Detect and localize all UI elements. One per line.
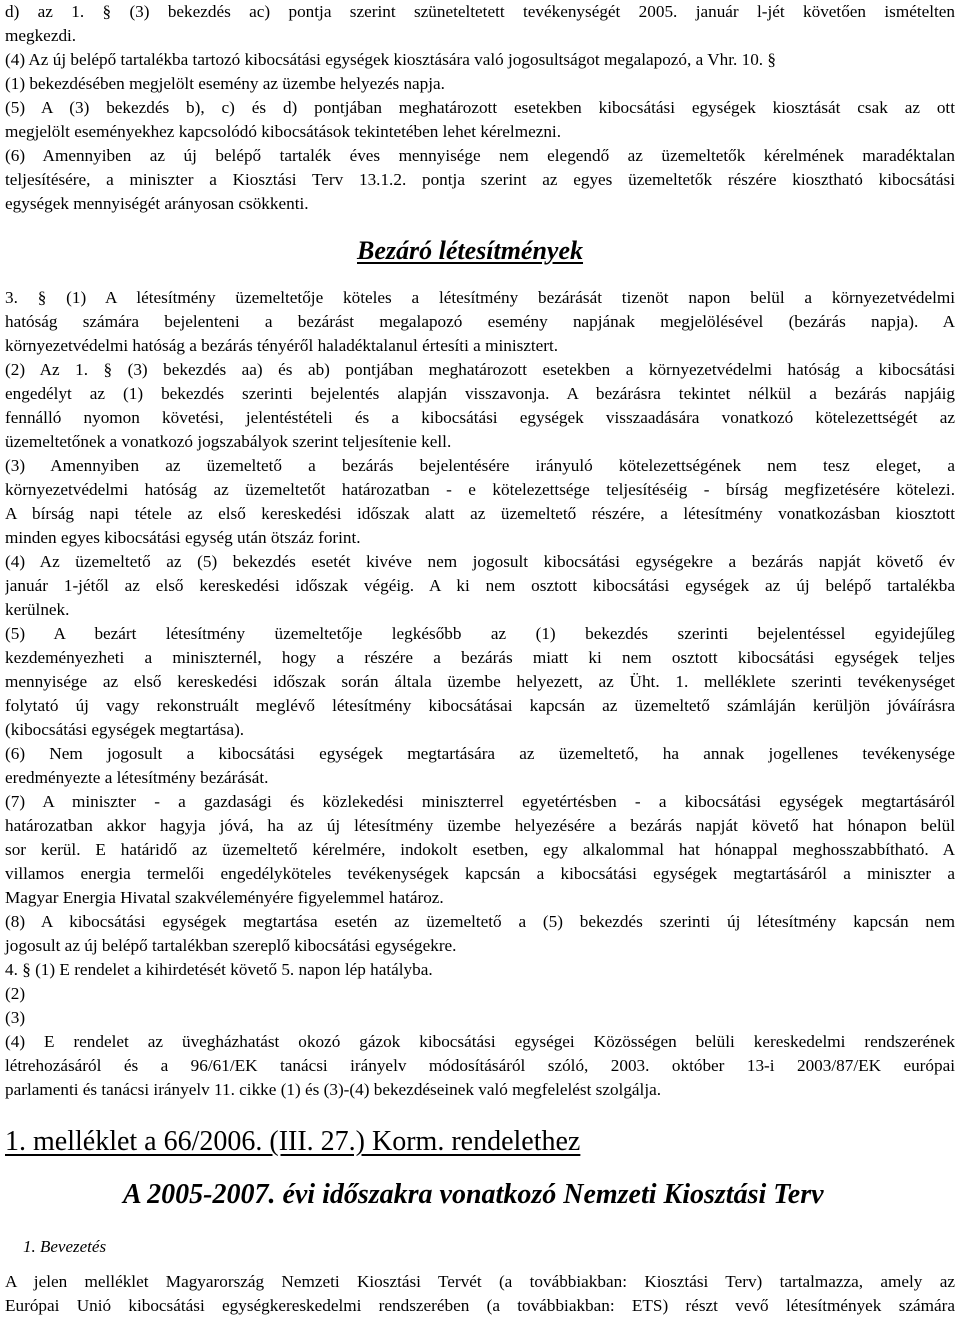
- decree-paragraphs-3-4-section: [5, 286, 955, 1102]
- intro-paragraph: [5, 1270, 955, 1318]
- text-line: (1) bekezdésében megjelölt esemény az üzembe helyezés napja.: [5, 74, 445, 93]
- text-line: (5) A bezárt létesítmény üzemeltetője legkésőbb az (1) bekezdés szerinti bejelentéssel egyidejűleg: [5, 624, 955, 643]
- text-line: környezetvédelmi hatóság az üzemeltetőt határozatban - e kötelezettsége teljesítéséig - bírság megfizetésére kötelezi.: [5, 480, 955, 499]
- text-line: A jelen melléklet Magyarország Nemzeti Kiosztási Tervét (a továbbiakban: Kiosztási Terv) tartalmazza, amely az: [5, 1272, 955, 1291]
- text-line: 3. § (1) A létesítmény üzemeltetője köteles a létesítmény bezárását tizenöt napon belül a környezetvédelmi: [5, 288, 955, 307]
- text-line: kerülnek.: [5, 600, 70, 619]
- plan-title: A 2005-2007. évi időszakra vonatkozó Nemzeti Kiosztási Terv: [123, 1179, 824, 1210]
- text-line: (4) E rendelet az üvegházhatást okozó gázok kibocsátási egységei Közösségen belüli kereskedelmi rendszerének: [5, 1032, 955, 1051]
- text-line: (4) Az üzemeltető az (5) bekezdés esetét kivéve nem jogosult kibocsátási egységekre a bezárás napját követő év: [5, 552, 955, 571]
- text-line: (3): [5, 1008, 26, 1027]
- text-line: minden egyes kibocsátási egység után ötszáz forint.: [5, 528, 361, 547]
- text-line: jogosult az új belépő tartalékban szereplő kibocsátási egységekre.: [5, 936, 457, 955]
- text-line: (7) A miniszter - a gazdasági és közlekedési miniszterrel egyetértésben - a kibocsátási egységek megtartásáról: [5, 792, 955, 811]
- text-line: létrehozásáról és a 96/61/EK tanácsi irányelv módosításáról szóló, 2003. október 13-i 2003/87/EK európai: [5, 1056, 955, 1075]
- text-line: Európai Unió kibocsátási egységkereskedelmi rendszerében (a továbbiakban: ETS) részt vevő létesítmények számára: [5, 1296, 955, 1315]
- text-line: egységek mennyiségét arányosan csökkenti.: [5, 194, 309, 213]
- text-line: folytató új vagy rekonstruált meglévő létesítmény kibocsátásai kapcsán az üzemeltető számláján kerüljön jóváírásra: [5, 696, 955, 715]
- text-line: parlamenti és tanácsi irányelv 11. cikke (1) és (3)-(4) bekezdéseinek való megfelelést szolgálja.: [5, 1080, 662, 1099]
- text-line: (2) Az 1. § (3) bekezdés aa) és ab) pontjában meghatározott esetekben a környezetvédelmi hatóság a kibocsátási: [5, 360, 955, 379]
- text-line: hatóság számára bejelenteni a bezárást megalapozó esemény napjának megjelölésével (bezárás napja). A: [5, 312, 955, 331]
- decree-paragraphs-2-section: [5, 0, 955, 216]
- text-line: villamos energia termelői engedélyköteles tevékenységek kapcsán a kibocsátási egységek megtartásáról a miniszter a: [5, 864, 955, 883]
- text-line: eredményezte a létesítmény bezárását.: [5, 768, 269, 787]
- text-line: Magyar Energia Hivatal szakvéleményére figyelemmel határoz.: [5, 888, 444, 907]
- text-line: (3) Amennyiben az üzemeltető a bezárás bejelentésére irányuló kötelezettségének nem tesz eleget, a: [5, 456, 955, 475]
- annex-title: 1. melléklet a 66/2006. (III. 27.) Korm. rendelethez: [5, 1126, 581, 1157]
- text-line: mennyisége az első kereskedési időszak során általa üzembe helyezett, az Üht. 1. melléklete szerinti tevékenységet: [5, 672, 955, 691]
- text-line: (8) A kibocsátási egységek megtartása esetén az üzemeltető a (5) bekezdés szerinti új létesítmény kapcsán nem: [5, 912, 955, 931]
- text-line: (6) Amennyiben az új belépő tartalék éves mennyisége nem elegendő az üzemeltetők kérelmének maradéktalan: [5, 146, 955, 165]
- text-line: d) az 1. § (3) bekezdés ac) pontja szerint szüneteltetett tevékenységét 2005. január l-jét követően ismételten: [5, 2, 955, 21]
- spacer: [5, 1102, 955, 1114]
- text-line: (2): [5, 984, 26, 1003]
- text-line: (5) A (3) bekezdés b), c) és d) pontjában meghatározott esetekben kibocsátási egységek kiosztását csak az ott: [5, 98, 955, 117]
- text-line: (4) Az új belépő tartalékba tartozó kibocsátási egységek kiosztására való jogosultságot megalapozó, a Vhr. 10. §: [5, 50, 776, 69]
- text-line: (6) Nem jogosult a kibocsátási egységek megtartására az üzemeltető, ha annak jogellenes tevékenysége: [5, 744, 955, 763]
- text-line: 4. § (1) E rendelet a kihirdetését követő 5. napon lép hatályba.: [5, 960, 433, 979]
- text-line: megjelölt eseményekhez kapcsolódó kibocsátások tekintetében lehet kérelmezni.: [5, 122, 562, 141]
- text-line: teljesítésére, a miniszter a Kiosztási Terv 13.1.2. pontja szerint az egyes üzemeltetők részére kiosztható kibocsátási: [5, 170, 955, 189]
- text-line: fennálló nyomon követési, jelentéstételi és a kibocsátási egységek visszaadására vonatkozó kötelezettségét az: [5, 408, 955, 427]
- text-line: sor kerül. E határidő az üzemeltető kérelmére, indokolt esetben, egy alkalommal hat hónappal meghosszabbítható. A: [5, 840, 955, 859]
- text-line: határozatban akkor hagyja jóvá, ha az új létesítmény üzembe helyezésére a bezárás napját követő hat hónapon belül: [5, 816, 955, 835]
- text-line: környezetvédelmi hatóság a bezárás tényéről haladéktalanul értesíti a minisztert.: [5, 336, 559, 355]
- text-line: kezdeményezheti a miniszternél, hogy a részére a bezárás miatt ki nem osztott kibocsátási egységek teljes: [5, 648, 955, 667]
- section-title: Bezáró létesítmények: [357, 236, 584, 265]
- text-line: január 1-jétől az első kereskedési időszak végéig. A ki nem osztott kibocsátási egységek az új belépő tartalékba: [5, 576, 955, 595]
- text-line: üzemeltetőnek a vonatkozó jogszabályok szerint teljesítenie kell.: [5, 432, 452, 451]
- text-line: megkezdi.: [5, 26, 77, 45]
- intro-heading: 1. Bevezetés: [23, 1237, 107, 1256]
- text-line: (kibocsátási egységek megtartása).: [5, 720, 245, 739]
- text-line: A bírság napi tétele az első kereskedési időszak alatt az üzemeltető részére, a létesítmény vonatkozásban kiosztott: [5, 504, 955, 523]
- text-line: engedélyt az (1) bekezdés szerinti bejelentés alapján visszavonja. A bezárásra tekintet nélkül a bezárás napjáig: [5, 384, 955, 403]
